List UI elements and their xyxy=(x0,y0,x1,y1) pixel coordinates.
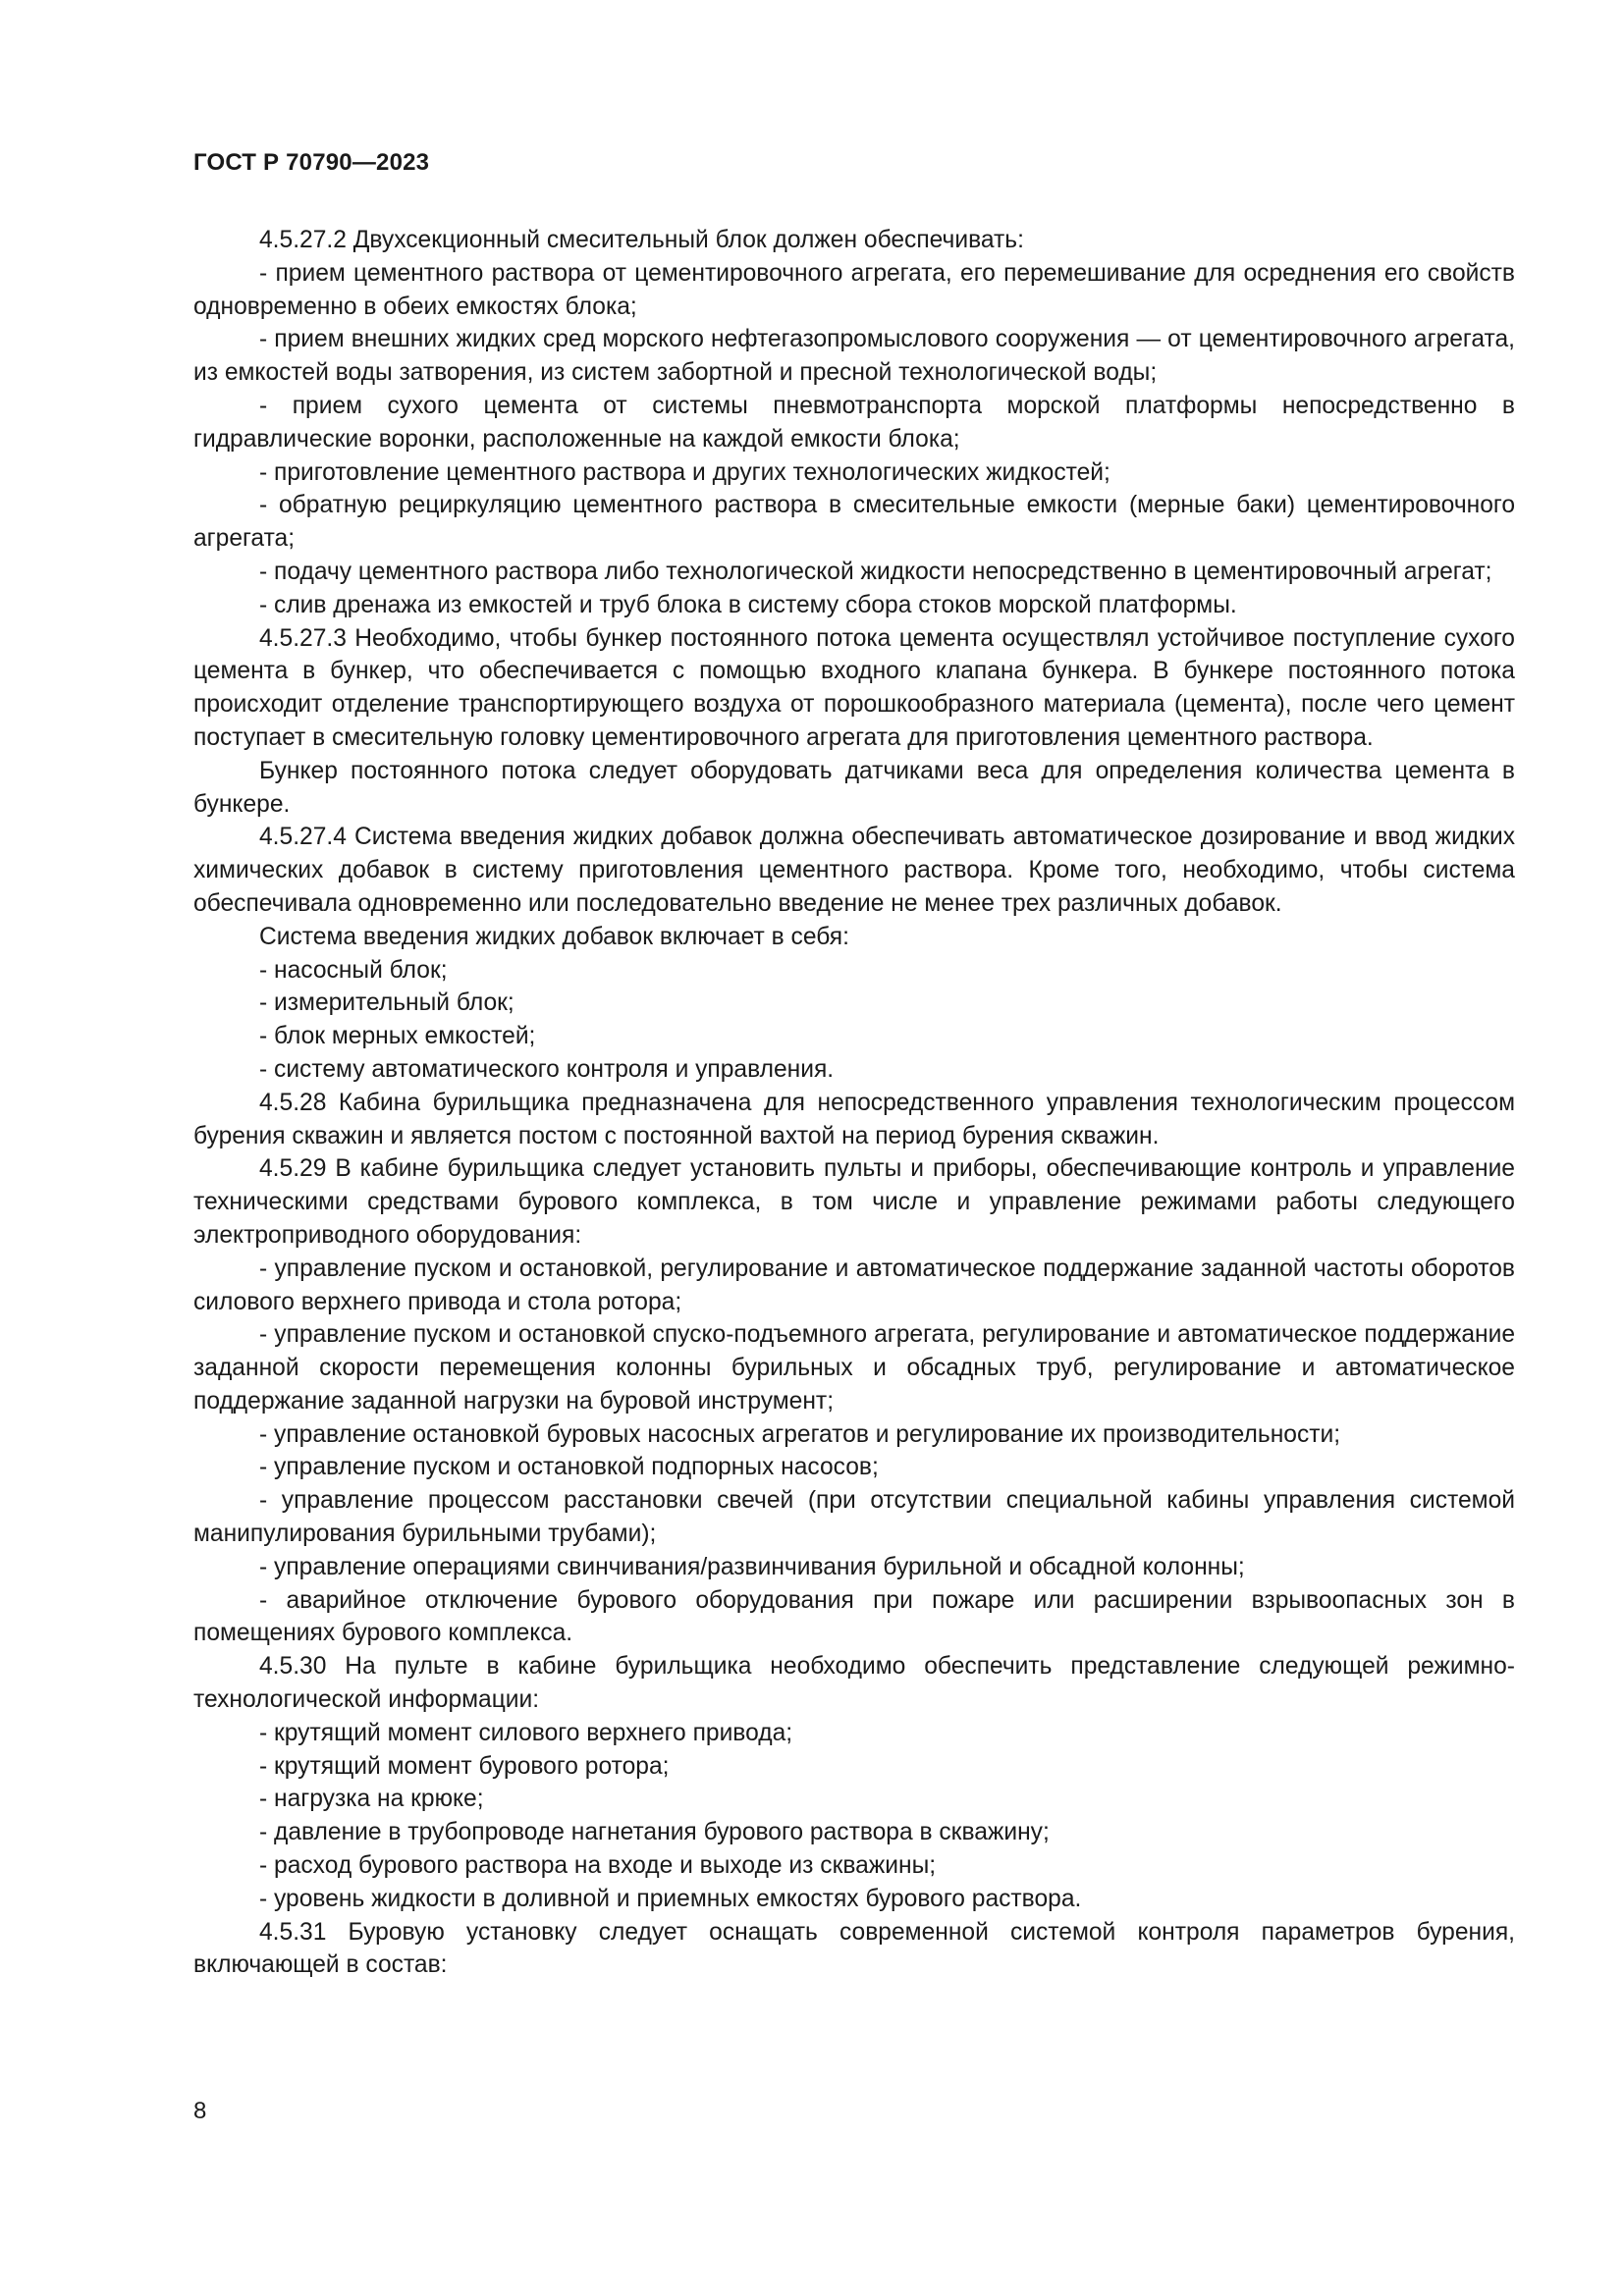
list-item: - управление процессом расстановки свечей (при отсутствии специальной кабины управления системой манипулирования бурильными трубами); xyxy=(193,1487,1515,1548)
list-item: - давление в трубопроводе нагнетания бурового раствора в скважину; xyxy=(259,1819,1050,1846)
list-item: - управление пуском и остановкой подпорных насосов; xyxy=(259,1454,879,1481)
document-body xyxy=(193,224,1515,1982)
paragraph: Система введения жидких добавок включает в себя: xyxy=(259,923,849,950)
list-item: - прием сухого цемента от системы пневмотранспорта морской платформы непосредственно в гидравлические воронки, расположенные на каждой емкости блока; xyxy=(193,392,1515,453)
list-item: - крутящий момент силового верхнего привода; xyxy=(259,1719,793,1746)
paragraph: 4.5.27.4 Система введения жидких добавок должна обеспечивать автоматическое дозирование и ввод жидких химических добавок в систему приготовления цементного раствора. Кроме того, необходимо, чтобы система обеспечивала одновременно или последовательно введение не менее трех различных добавок. xyxy=(193,824,1515,917)
list-item: - измерительный блок; xyxy=(259,989,514,1017)
paragraph: 4.5.27.2 Двухсекционный смесительный блок должен обеспечивать: xyxy=(259,227,1024,253)
paragraph: 4.5.29 В кабине бурильщика следует установить пульты и приборы, обеспечивающие контроль и управление техническими средствами бурового комплекса, в том числе и управление режимами работы следующего электроприводного оборудования: xyxy=(193,1155,1515,1249)
page-number: 8 xyxy=(193,2098,207,2124)
list-item: - уровень жидкости в доливной и приемных емкостях бурового раствора. xyxy=(259,1885,1082,1912)
list-item: - блок мерных емкостей; xyxy=(259,1023,536,1050)
standard-code-header: ГОСТ Р 70790—2023 xyxy=(193,149,430,176)
paragraph: Бункер постоянного потока следует оборудовать датчиками веса для определения количества цемента в бункере. xyxy=(193,757,1515,818)
list-item: - подачу цементного раствора либо технологической жидкости непосредственно в цементировочный агрегат; xyxy=(259,558,1492,585)
list-item: - слив дренажа из емкостей и труб блока в систему сбора стоков морской платформы. xyxy=(259,591,1237,618)
list-item: - управление пуском и остановкой, регулирование и автоматическое поддержание заданной частоты оборотов силового верхнего привода и стола ротора; xyxy=(193,1255,1515,1315)
list-item: - расход бурового раствора на входе и выходе из скважины; xyxy=(259,1852,937,1880)
list-item: - прием цементного раствора от цементировочного агрегата, его перемешивание для осреднения его свойств одновременно в обеих емкостях блока; xyxy=(193,259,1515,320)
list-item: - аварийное отключение бурового оборудования при пожаре или расширении взрывоопасных зон в помещениях бурового комплекса. xyxy=(193,1586,1515,1647)
paragraph: 4.5.30 На пульте в кабине бурильщика необходимо обеспечить представление следующей режимно-технологической информации: xyxy=(193,1653,1515,1714)
list-item: - нагрузка на крюке; xyxy=(259,1786,484,1813)
list-item: - обратную рециркуляцию цементного раствора в смесительные емкости (мерные баки) цементировочного агрегата; xyxy=(193,492,1515,553)
list-item: - крутящий момент бурового ротора; xyxy=(259,1752,670,1780)
list-item: - систему автоматического контроля и управления. xyxy=(259,1055,835,1083)
paragraph: 4.5.27.3 Необходимо, чтобы бункер постоянного потока цемента осуществлял устойчивое поступление сухого цемента в бункер, что обеспечивается с помощью входного клапана бункера. В бункере постоянного потока происходит отделение транспортирующего воздуха от порошкообразного материала (цемента), после чего цемент поступает в смесительную головку цементировочного агрегата для приготовления цементного раствора. xyxy=(193,624,1515,751)
list-item: - управление пуском и остановкой спуско-подъемного агрегата, регулирование и автоматическое поддержание заданной скорости перемещения колонны бурильных и обсадных труб, регулирование и автоматическое поддержание заданной нагрузки на буровой инструмент; xyxy=(193,1321,1515,1415)
list-item: - насосный блок; xyxy=(259,956,448,984)
list-item: - управление остановкой буровых насосных агрегатов и регулирование их производительности; xyxy=(259,1420,1341,1448)
list-item: - прием внешних жидких сред морского нефтегазопромыслового сооружения — от цементировочного агрегата, из емкостей воды затворения, из систем забортной и пресной технологической воды; xyxy=(193,326,1515,387)
list-item: - приготовление цементного раствора и других технологических жидкостей; xyxy=(259,458,1110,486)
list-item: - управление операциями свинчивания/развинчивания бурильной и обсадной колонны; xyxy=(259,1553,1245,1580)
paragraph: 4.5.31 Буровую установку следует оснащать современной системой контроля параметров бурения, включающей в состав: xyxy=(193,1918,1515,1979)
paragraph: 4.5.28 Кабина бурильщика предназначена для непосредственного управления технологическим процессом бурения скважин и является постом с постоянной вахтой на период бурения скважин. xyxy=(193,1089,1515,1149)
